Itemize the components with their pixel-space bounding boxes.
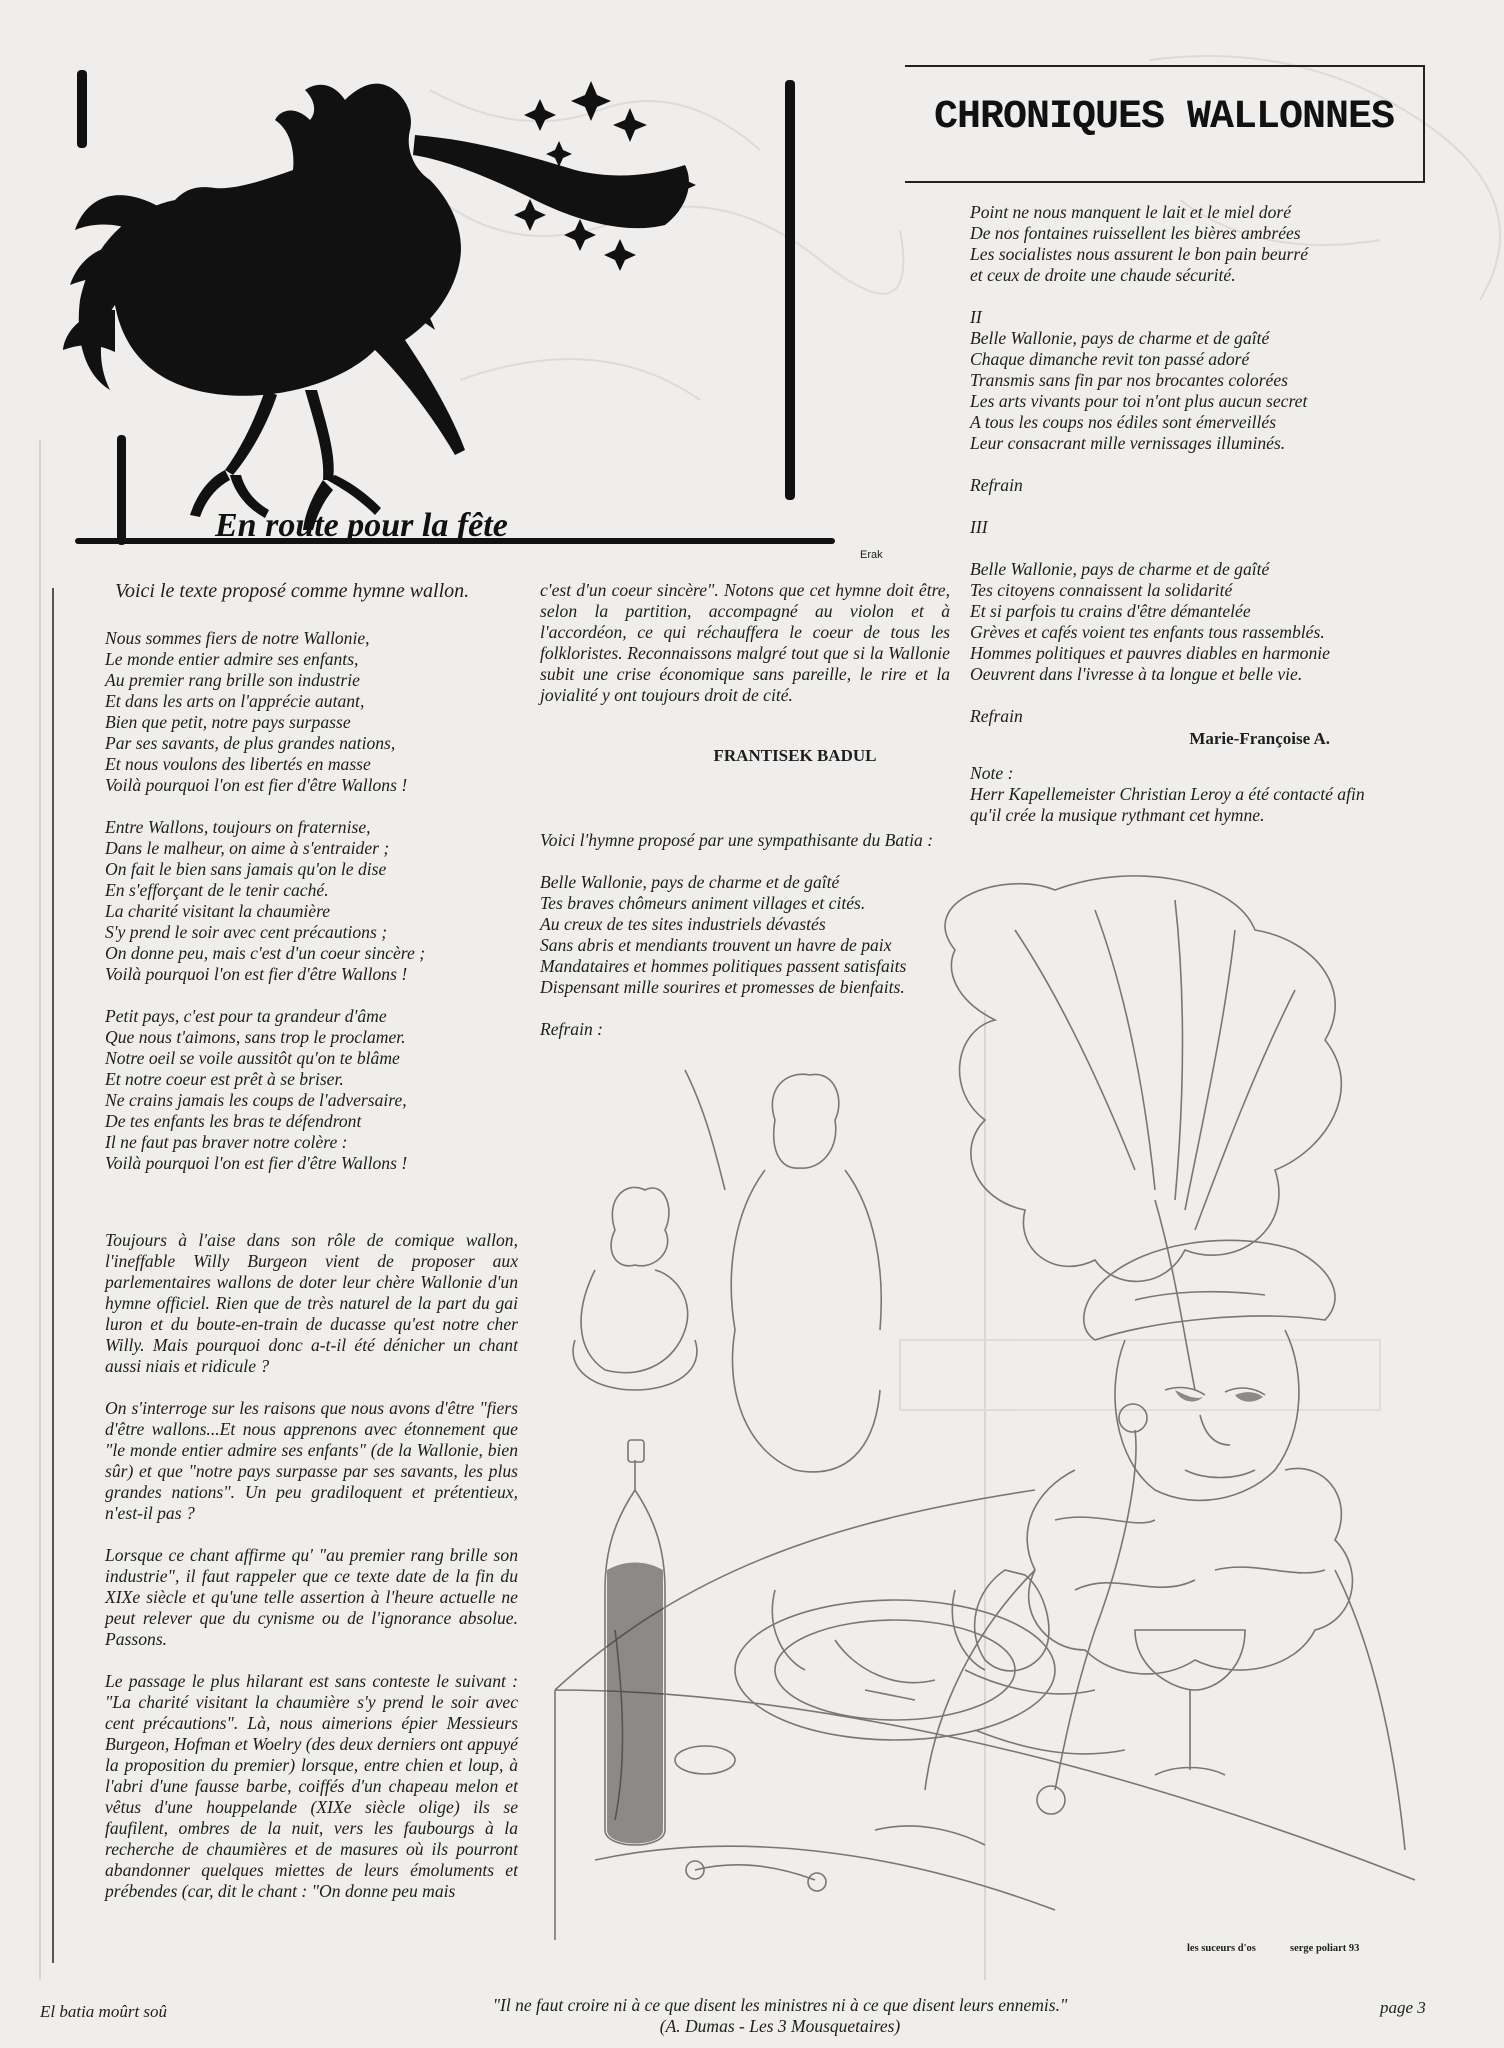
column-1 xyxy=(105,628,515,1174)
page-title: CHRONIQUES WALLONNES xyxy=(933,95,1395,140)
footer-quote-source: (A. Dumas - Les 3 Mousquetaires) xyxy=(659,2016,901,2036)
anthem-stanza-2: Entre Wallons, toujours on fraternise, Dans le malheur, on aime à s'entraider ; On fait le bien sans jamais qu'on le dise En s'efforçant de le tenir caché. La charité visitant la chaumière S'y prend le soir avec cent précautions ; On donne peu, mais c'est d'un coeur sincère ; Voilà pourquoi l'on est fier d'être Wallons ! xyxy=(105,817,426,984)
rooster-illustration xyxy=(55,60,885,555)
verse-number-2: II xyxy=(970,307,982,327)
second-hymn-verse-1: Belle Wallonie, pays de charme et de gaîté Tes braves chômeurs animent villages et cités. Au creux de tes sites industriels dévastés Sans abris et mendiants trouvent un havre de paix Mandataires et hommes politiques passent satisfaits Dispensant mille sourires et promesses de bienfaits. xyxy=(540,872,907,997)
commentary-paragraph-1: Toujours à l'aise dans son rôle de comique wallon, l'ineffable Willy Burgeon vient de proposer aux parlementaires wallons de doter leur chère Wallonie d'un hymne officiel. Rien que de très naturel de la part du gai luron et du boute-en-train de ducasse qu'est notre cher Willy. Mais pourquoi donc a-t-il été dénicher un chant aussi niais et ridicule ? xyxy=(105,1230,518,1376)
commentary-paragraph-3: Lorsque ce chant affirme qu' "au premier rang brille son industrie", il faut rappeler que ce texte date de la fin du XIXe siècle et qu'une telle assertion à l'heure actuelle ne peut relever que du cynisme ou de l'ignorance absolue. Passons. xyxy=(105,1545,518,1649)
page-number: page 3 xyxy=(1380,1998,1426,2017)
author-signature-marie-francoise: Marie-Françoise A. xyxy=(1189,729,1330,748)
author-signature-badul: FRANTISEK BADUL xyxy=(713,746,877,765)
illustration-caption: En route pour la fête xyxy=(215,507,508,544)
anthem-stanza-3: Petit pays, c'est pour ta grandeur d'âme Que nous t'aimons, sans trop le proclamer. Notre oeil se voile aussitôt qu'on te blâme Et notre coeur est prêt à se briser. Ne crains jamais les coups de l'adversaire, De tes enfants les bras te défendront Il ne faut pas braver notre colère : Voilà pourquoi l'on est fier d'être Wallons ! xyxy=(105,1006,408,1173)
commentary-continuation: c'est d'un coeur sincère". Notons que cet hymne doit être, selon la partition, accompagné au violon et à l'accordéon, ce qui réchauffera le coeur de tous les folkloristes. Reconnaissons malgré tout que si la Wallonie subit une crise économique sans pareille, le rire et la jovialité y ont toujours droit de cité. xyxy=(540,580,950,705)
refrain-label-3: Refrain xyxy=(970,706,1023,726)
refrain-label-2: Refrain xyxy=(970,475,1023,495)
commentary-paragraph-2: On s'interroge sur les raisons que nous avons d'être "fiers d'être wallons...Et nous apprenons avec étonnement que "le monde entier admire ses enfants" (de la Wallonie, bien sûr) et que "notre pays surpasse par ses savants, les plus grandes nations". Un peu gradiloquent et prétentieux, n'est-il pas ? xyxy=(105,1398,518,1523)
column-3 xyxy=(970,202,1370,826)
verse-number-3: III xyxy=(970,517,988,537)
illustration-credit: Erak xyxy=(860,549,883,561)
drawing-caption: les suceurs d'os xyxy=(1187,1943,1256,1954)
title-box xyxy=(905,65,1425,183)
refrain-label: Refrain : xyxy=(540,1019,604,1039)
footer-publication-name: El batia moûrt soû xyxy=(40,2002,168,2021)
column-divider-left xyxy=(52,588,54,1963)
refrain-body: Point ne nous manquent le lait et le miel doré De nos fontaines ruissellent les bières ambrées Les socialistes nous assurent le bon pain beurré et ceux de droite une chaude sécurité. xyxy=(970,202,1309,285)
anthem-stanza-1: Nous sommes fiers de notre Wallonie, Le monde entier admire ses enfants, Au premier rang brille son industrie Et dans les arts on l'apprécie autant, Bien que petit, notre pays surpasse Par ses savants, de plus grandes nations, Et nous voulons des libertés en masse Voilà pourquoi l'on est fier d'être Wallons ! xyxy=(105,628,408,795)
pencil-drawing xyxy=(535,870,1435,1960)
footer-quote: "Il ne faut croire ni à ce que disent les ministres ni à ce que disent leurs ennemis." xyxy=(492,1995,1068,2015)
drawing-credit: serge poliart 93 xyxy=(1290,1943,1360,1954)
second-hymn-verse-3: Belle Wallonie, pays de charme et de gaîté Tes citoyens connaissent la solidarité Et si parfois tu crains d'être démantelée Grèves et cafés voient tes enfants tous rassemblés. Hommes politiques et pauvres diables en harmonie Oeuvrent dans l'ivresse à ta longue et belle vie. xyxy=(970,559,1330,684)
second-hymn-verse-2: Belle Wallonie, pays de charme et de gaîté Chaque dimanche revit ton passé adoré Transmis sans fin par nos brocantes colorées Les arts vivants pour toi n'ont plus aucun secret A tous les coups nos édiles sont émerveillés Leur consacrant mille vernissages illuminés. xyxy=(970,328,1308,453)
note-label: Note : xyxy=(970,763,1014,783)
second-hymn-intro: Voici l'hymne proposé par une sympathisante du Batia : xyxy=(540,830,934,850)
column-1-commentary xyxy=(105,1230,518,1902)
commentary-paragraph-4: Le passage le plus hilarant est sans conteste le suivant : "La charité visitant la chaumière s'y prend le soir avec cent précautions". Là, nous aimerions épier Messieurs Burgeon, Hofman et Woelry (des deux derniers ont appuyé la proposition du premier) lorsque, entre chien et loup, à l'abri d'une fausse barbe, coiffés d'un chapeau melon et vêtus d'une houppelande (XIXe siècle olige) ils se faufilent, ombres de la nuit, vers les faubourgs à la recherche de chaumières et de masures où ils pourront abandonner quelques miettes de leurs émoluments et prébendes (car, dit le chant : "On donne peu mais xyxy=(105,1671,518,1901)
note-text: Herr Kapellemeister Christian Leroy a été contacté afin qu'il crée la musique rythmant cet hymne. xyxy=(970,784,1365,825)
article-intro: Voici le texte proposé comme hymne wallon. xyxy=(115,580,470,602)
